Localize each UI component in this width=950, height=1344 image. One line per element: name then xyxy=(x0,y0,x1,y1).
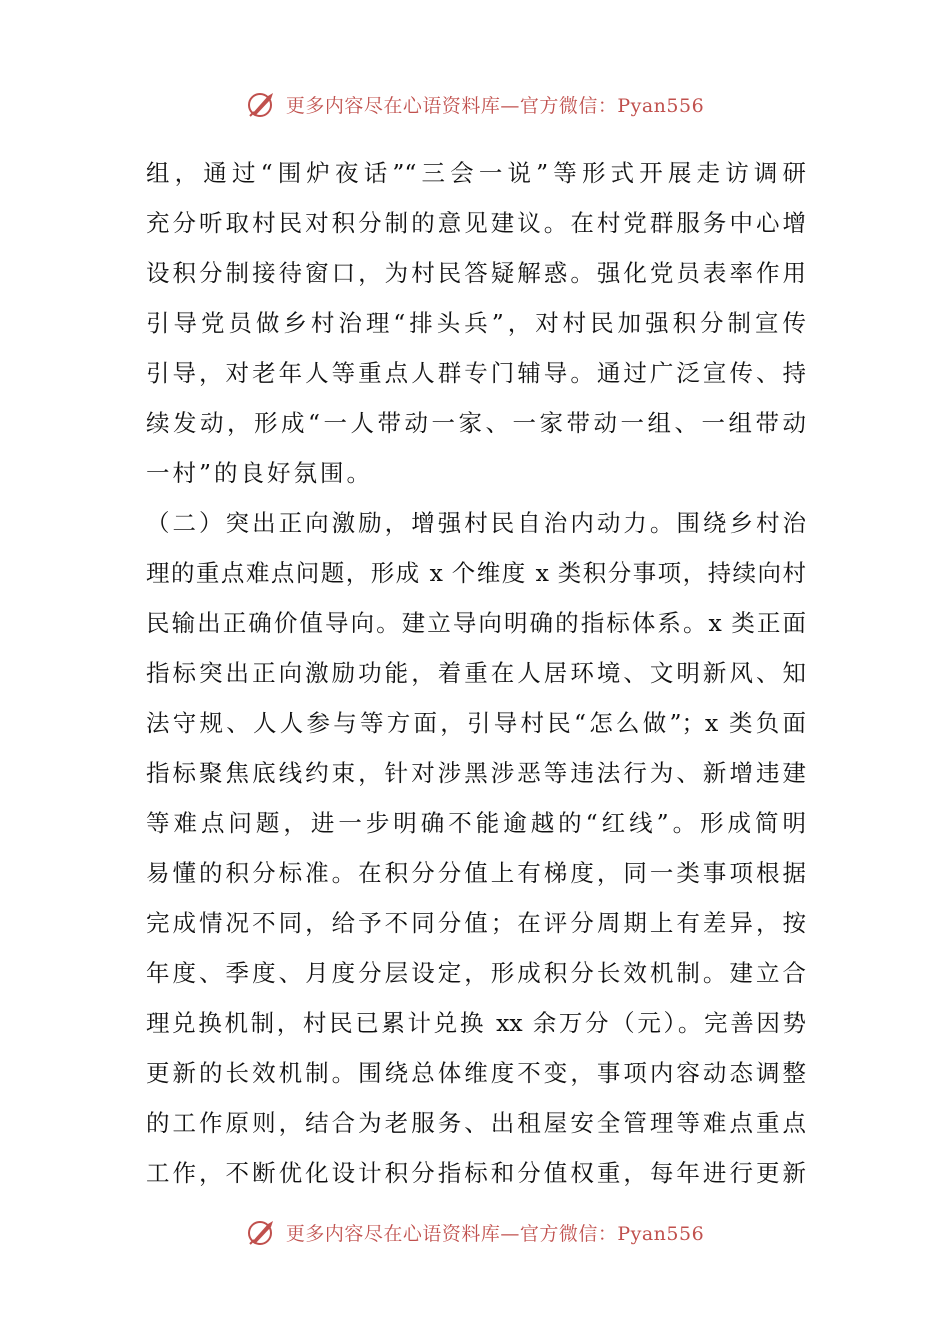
footer-banner-text: 更多内容尽在心语资料库—官方微信：Pyan556 xyxy=(285,1222,705,1245)
body-line: 组，通过“围炉夜话”“三会一说”等形式开展走访调研 xyxy=(146,159,806,187)
body-line: 等难点问题，进一步明确不能逾越的“红线”。形成简明 xyxy=(146,809,806,837)
footer-banner xyxy=(0,1212,950,1252)
body-line: 引导，对老年人等重点人群专门辅导。通过广泛宣传、持 xyxy=(146,359,806,387)
document-body xyxy=(146,148,806,1198)
pen-logo-icon xyxy=(246,88,278,120)
body-line: 法守规、人人参与等方面，引导村民“怎么做”；x 类负面 xyxy=(146,709,806,737)
body-line: 引导党员做乡村治理“排头兵”，对村民加强积分制宣传 xyxy=(146,309,806,337)
body-line: 理兑换机制，村民已累计兑换 xx 余万分（元）。完善因势 xyxy=(146,1009,806,1037)
body-line: 指标突出正向激励功能，着重在人居环境、文明新风、知 xyxy=(146,659,806,687)
header-banner-text: 更多内容尽在心语资料库—官方微信：Pyan556 xyxy=(285,94,705,117)
body-line: 充分听取村民对积分制的意见建议。在村党群服务中心增 xyxy=(146,209,806,237)
body-line: 年度、季度、月度分层设定，形成积分长效机制。建立合 xyxy=(146,959,806,987)
body-line: 民输出正确价值导向。建立导向明确的指标体系。x 类正面 xyxy=(146,609,806,637)
body-line: 更新的长效机制。围绕总体维度不变，事项内容动态调整 xyxy=(146,1059,806,1087)
body-line: 工作，不断优化设计积分指标和分值权重，每年进行更新 xyxy=(146,1159,806,1187)
body-line: 理的重点难点问题，形成 x 个维度 x 类积分事项，持续向村 xyxy=(146,559,806,587)
body-line: 一村”的良好氛围。 xyxy=(146,459,374,487)
body-line: 的工作原则，结合为老服务、出租屋安全管理等难点重点 xyxy=(146,1109,806,1137)
body-line: 易懂的积分标准。在积分分值上有梯度，同一类事项根据 xyxy=(146,859,806,887)
pen-logo-icon xyxy=(246,1216,278,1248)
body-line: 续发动，形成“一人带动一家、一家带动一组、一组带动 xyxy=(146,409,806,437)
body-line: 指标聚焦底线约束，针对涉黑涉恶等违法行为、新增违建 xyxy=(146,759,806,787)
body-line: 完成情况不同，给予不同分值；在评分周期上有差异，按 xyxy=(146,909,806,937)
section-heading-line: （二）突出正向激励，增强村民自治内动力。围绕乡村治 xyxy=(146,509,806,537)
header-banner xyxy=(0,84,950,124)
body-line: 设积分制接待窗口，为村民答疑解惑。强化党员表率作用 xyxy=(146,259,806,287)
